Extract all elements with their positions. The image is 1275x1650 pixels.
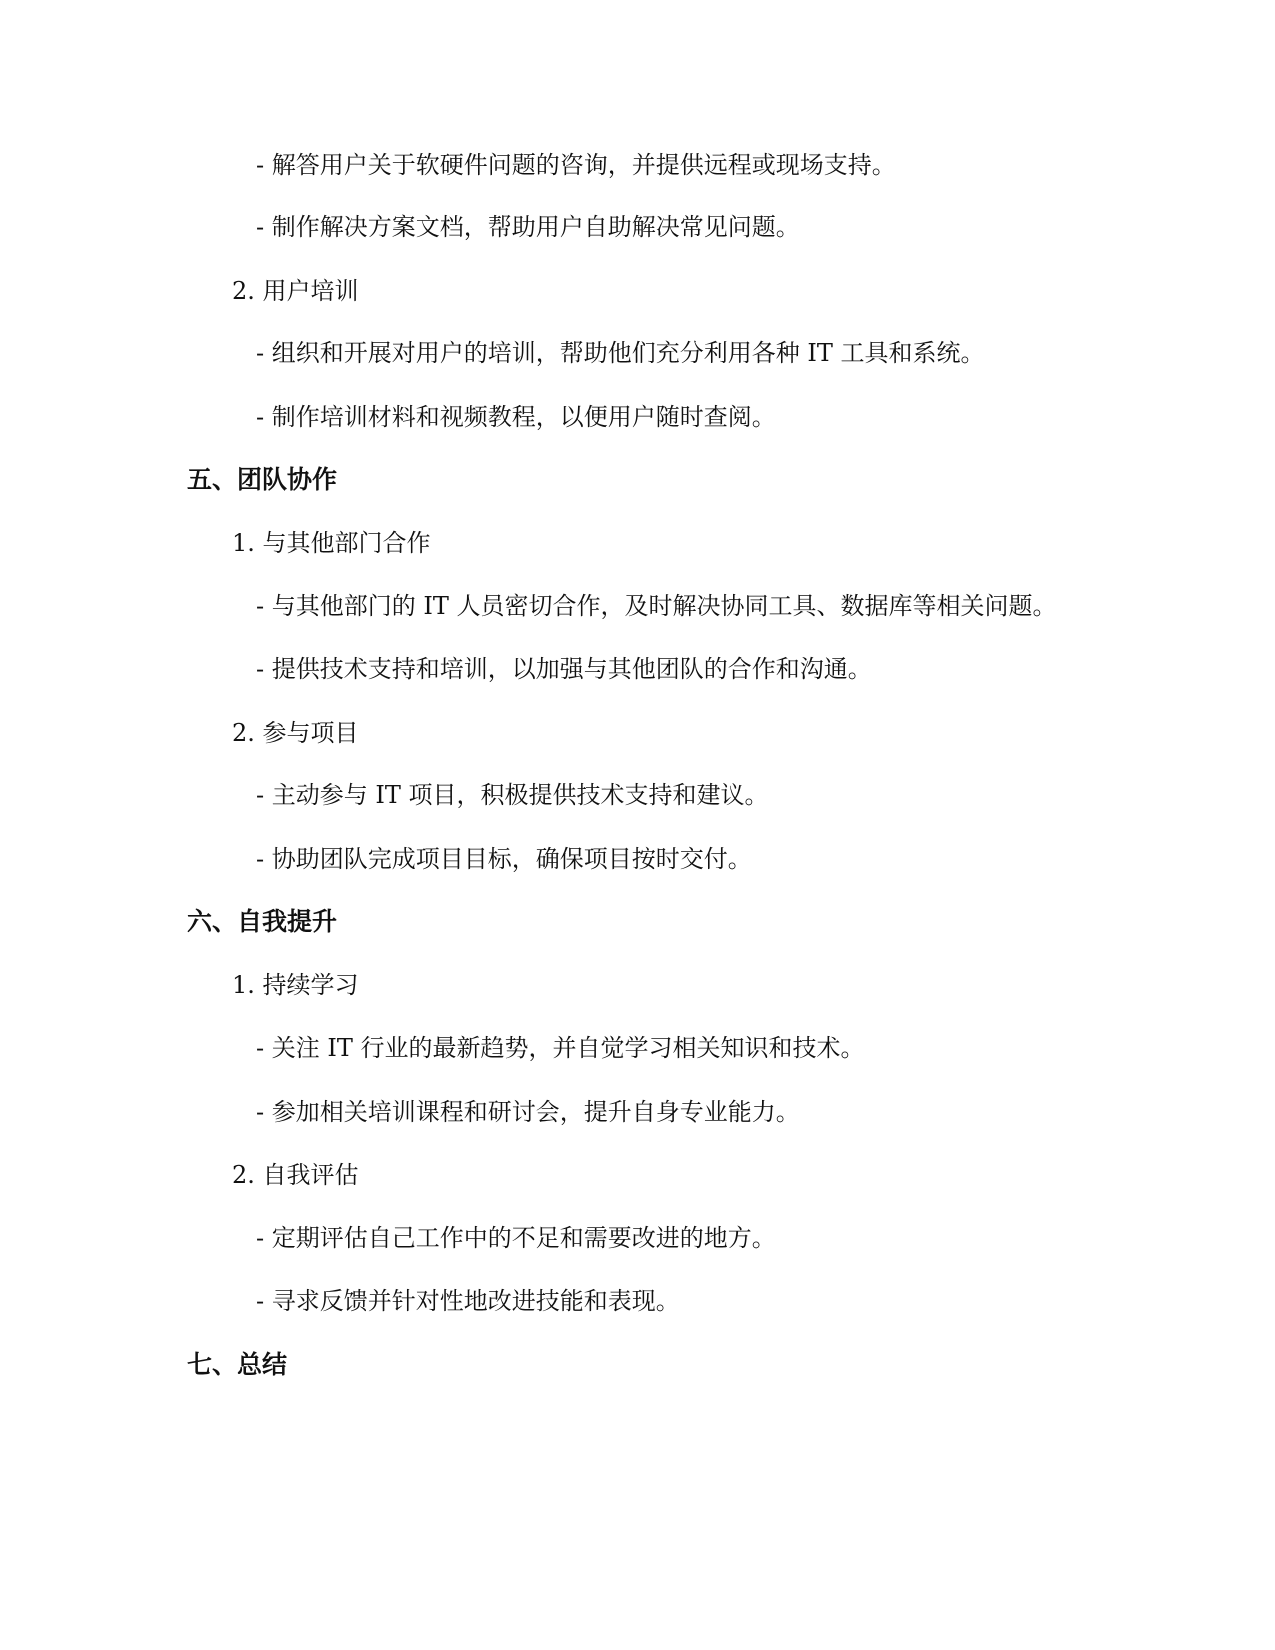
section-heading: 六、自我提升 (187, 907, 338, 936)
bullet-item: - 提供技术支持和培训，以加强与其他团队的合作和沟通。 (256, 655, 872, 683)
bullet-item: - 寻求反馈并针对性地改进技能和表现。 (256, 1287, 680, 1315)
subsection-title: 2. 参与项目 (232, 719, 359, 747)
bullet-item: - 解答用户关于软硬件问题的咨询，并提供远程或现场支持。 (256, 151, 896, 179)
bullet-item: - 主动参与 IT 项目，积极提供技术支持和建议。 (256, 781, 769, 809)
bullet-item: - 参加相关培训课程和研讨会，提升自身专业能力。 (256, 1098, 800, 1126)
subsection-title: 2. 用户培训 (232, 277, 359, 305)
bullet-item: - 与其他部门的 IT 人员密切合作，及时解决协同工具、数据库等相关问题。 (256, 592, 1057, 620)
subsection-title: 1. 与其他部门合作 (232, 529, 431, 557)
subsection-title: 1. 持续学习 (232, 971, 359, 999)
section-heading: 七、总结 (187, 1350, 288, 1379)
bullet-item: - 关注 IT 行业的最新趋势，并自觉学习相关知识和技术。 (256, 1034, 865, 1062)
bullet-item: - 制作培训材料和视频教程，以便用户随时查阅。 (256, 403, 776, 431)
bullet-item: - 定期评估自己工作中的不足和需要改进的地方。 (256, 1224, 776, 1252)
section-heading: 五、团队协作 (187, 465, 338, 494)
bullet-item: - 制作解决方案文档，帮助用户自助解决常见问题。 (256, 213, 800, 241)
bullet-item: - 协助团队完成项目目标，确保项目按时交付。 (256, 845, 752, 873)
bullet-item: - 组织和开展对用户的培训，帮助他们充分利用各种 IT 工具和系统。 (256, 339, 985, 367)
subsection-title: 2. 自我评估 (232, 1161, 359, 1189)
